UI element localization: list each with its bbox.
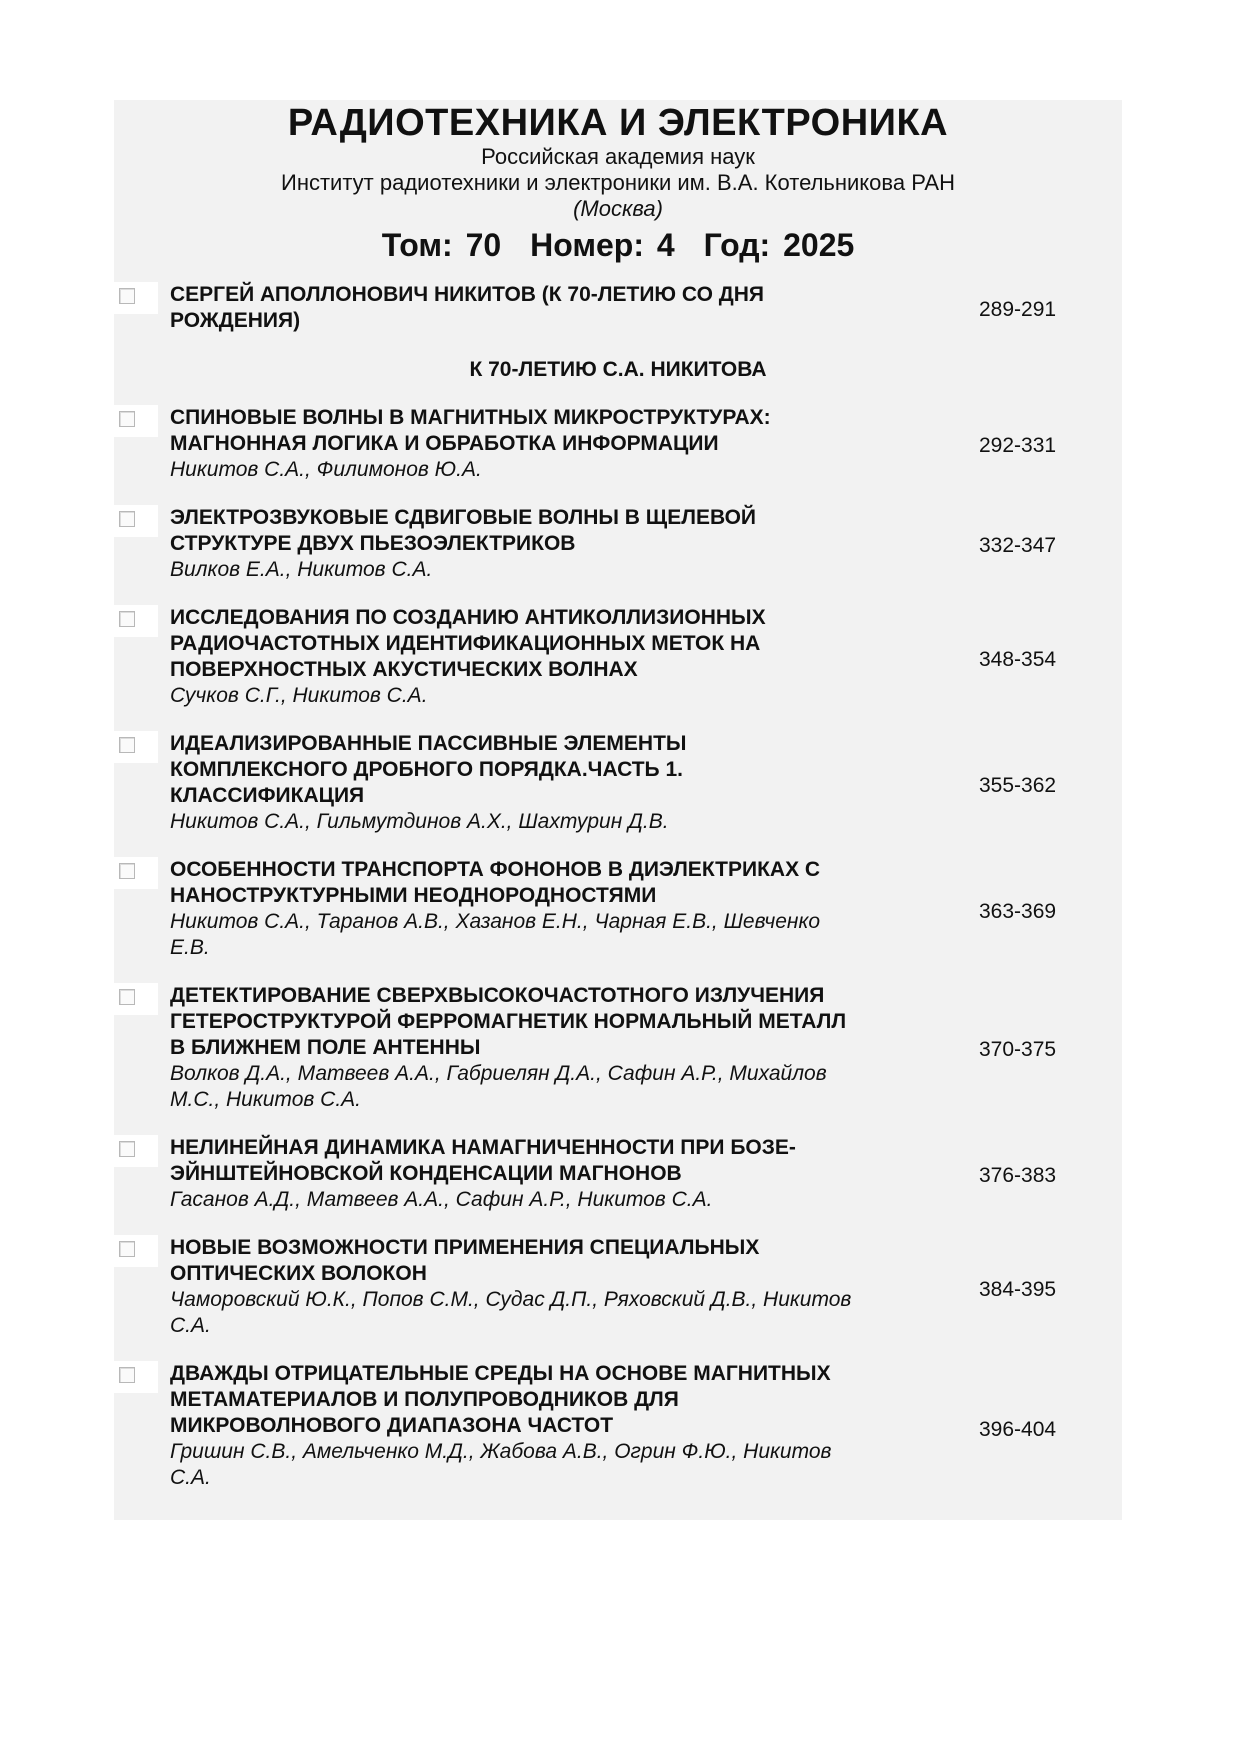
article-pages: 396-404 <box>979 1418 1057 1441</box>
article-title[interactable]: ЭЛЕКТРОЗВУКОВЫЕ СДВИГОВЫЕ ВОЛНЫ В ЩЕЛЕВОЙ СТРУКТУРЕ ДВУХ ПЬЕЗОЭЛЕКТРИКОВ <box>170 506 757 555</box>
article-pages: 363-369 <box>979 900 1057 923</box>
article-pages: 332-347 <box>979 534 1057 557</box>
institute: Институт радиотехники и электроники им. В.А. Котельникова РАН <box>281 170 955 195</box>
article-title[interactable]: ДВАЖДЫ ОТРИЦАТЕЛЬНЫЕ СРЕДЫ НА ОСНОВЕ МАГНИТНЫХ МЕТАМАТЕРИАЛОВ И ПОЛУПРОВОДНИКОВ ДЛЯ МИКРОВОЛНОВОГО ДИАПАЗОНА ЧАСТОТ <box>170 1362 831 1437</box>
article-title[interactable]: СПИНОВЫЕ ВОЛНЫ В МАГНИТНЫХ МИКРОСТРУКТУРАХ: МАГНОННАЯ ЛОГИКА И ОБРАБОТКА ИНФОРМАЦИИ <box>170 406 771 455</box>
article-pages: 289-291 <box>979 298 1057 321</box>
select-checkbox[interactable] <box>119 511 135 527</box>
publisher: Российская академия наук <box>481 144 755 169</box>
article-authors: Гасанов А.Д., Матвеев А.А., Сафин А.Р., Никитов С.А. <box>170 1188 713 1211</box>
article-pages: 292-331 <box>979 434 1057 457</box>
issue-info <box>114 224 1122 266</box>
select-checkbox[interactable] <box>119 737 135 753</box>
select-checkbox[interactable] <box>119 411 135 427</box>
article-authors: Гришин С.В., Амельченко М.Д., Жабова А.В., Огрин Ф.Ю., Никитов С.А. <box>170 1440 832 1489</box>
city: (Москва) <box>573 196 663 221</box>
article-title[interactable]: ИДЕАЛИЗИРОВАННЫЕ ПАССИВНЫЕ ЭЛЕМЕНТЫ КОМПЛЕКСНОГО ДРОБНОГО ПОРЯДКА.ЧАСТЬ 1. КЛАССИФИКАЦИЯ <box>170 732 687 807</box>
article-title[interactable]: СЕРГЕЙ АПОЛЛОНОВИЧ НИКИТОВ (К 70-ЛЕТИЮ СО ДНЯ РОЖДЕНИЯ) <box>170 283 764 332</box>
article-authors: Никитов С.А., Гильмутдинов А.Х., Шахтурин Д.В. <box>170 810 669 833</box>
article-title[interactable]: ДЕТЕКТИРОВАНИЕ СВЕРХВЫСОКОЧАСТОТНОГО ИЗЛУЧЕНИЯ ГЕТЕРОСТРУКТУРОЙ ФЕРРОМАГНЕТИК НОРМАЛЬНЫЙ МЕТАЛЛ В БЛИЖНЕМ ПОЛЕ АНТЕННЫ <box>170 984 847 1059</box>
article-authors: Сучков С.Г., Никитов С.А. <box>170 684 428 707</box>
article-title[interactable]: НЕЛИНЕЙНАЯ ДИНАМИКА НАМАГНИЧЕННОСТИ ПРИ БОЗЕ- ЭЙНШТЕЙНОВСКОЙ КОНДЕНСАЦИИ МАГНОНОВ <box>170 1136 796 1185</box>
journal-title: РАДИОТЕХНИКА И ЭЛЕКТРОНИКА <box>287 102 949 144</box>
select-checkbox[interactable] <box>119 288 135 304</box>
article-authors: Волков Д.А., Матвеев А.А., Габриелян Д.А., Сафин А.Р., Михайлов М.С., Никитов С.А. <box>170 1062 827 1111</box>
article-pages: 384-395 <box>979 1278 1057 1301</box>
issue-year: Год: 2025 <box>703 227 855 263</box>
select-checkbox[interactable] <box>119 989 135 1005</box>
select-checkbox[interactable] <box>119 1367 135 1383</box>
article-title[interactable]: НОВЫЕ ВОЗМОЖНОСТИ ПРИМЕНЕНИЯ СПЕЦИАЛЬНЫХ ОПТИЧЕСКИХ ВОЛОКОН <box>170 1236 760 1285</box>
select-checkbox[interactable] <box>119 863 135 879</box>
article-authors: Никитов С.А., Таранов А.В., Хазанов Е.Н., Чарная Е.В., Шевченко Е.В. <box>170 910 821 959</box>
article-pages: 370-375 <box>979 1038 1057 1061</box>
article-title[interactable]: ИССЛЕДОВАНИЯ ПО СОЗДАНИЮ АНТИКОЛЛИЗИОННЫХ РАДИОЧАСТОТНЫХ ИДЕНТИФИКАЦИОННЫХ МЕТОК НА ПОВЕРХНОСТНЫХ АКУСТИЧЕСКИХ ВОЛНАХ <box>170 606 766 681</box>
article-pages: 348-354 <box>979 648 1057 671</box>
article-title[interactable]: ОСОБЕННОСТИ ТРАНСПОРТА ФОНОНОВ В ДИЭЛЕКТРИКАХ С НАНОСТРУКТУРНЫМИ НЕОДНОРОДНОСТЯМИ <box>170 858 821 907</box>
article-authors: Чаморовский Ю.К., Попов С.М., Судас Д.П., Ряховский Д.В., Никитов С.А. <box>170 1288 852 1337</box>
select-checkbox[interactable] <box>119 611 135 627</box>
select-checkbox[interactable] <box>119 1141 135 1157</box>
article-authors: Вилков Е.А., Никитов С.А. <box>170 558 433 581</box>
issue-number: Номер: 4 <box>530 227 675 263</box>
article-pages: 376-383 <box>979 1164 1057 1187</box>
select-checkbox[interactable] <box>119 1241 135 1257</box>
issue-volume: Том: 70 <box>381 227 502 263</box>
article-authors: Никитов С.А., Филимонов Ю.А. <box>170 458 482 481</box>
article-pages: 355-362 <box>979 774 1057 797</box>
section-heading: К 70-ЛЕТИЮ С.А. НИКИТОВА <box>469 358 767 381</box>
